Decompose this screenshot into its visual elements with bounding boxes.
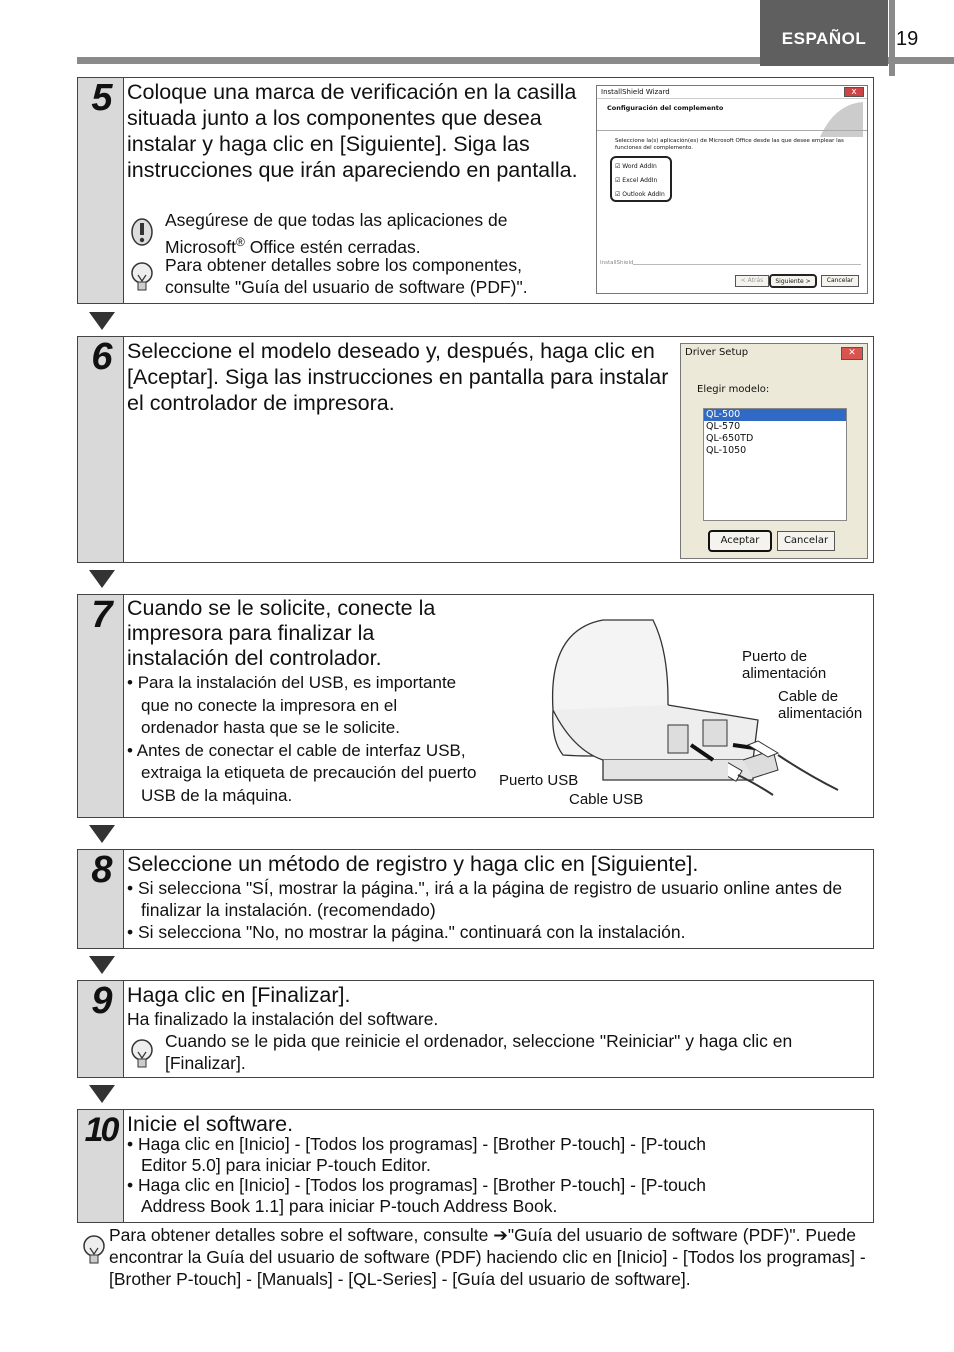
step-8 [77,849,874,949]
warning-note-text-end: Office estén cerradas. [244,236,421,257]
model-option-selected[interactable]: QL-500 [704,409,846,421]
tip-note: Para obtener detalles sobre los componentes, consulte "Guía del usuario de software (PDF)". [165,255,528,297]
language-tab [760,0,888,66]
checkbox-label: Word AddIn [622,163,657,170]
model-option[interactable]: QL-650TD [706,433,754,444]
step-number: 5 [91,77,110,119]
step-title: Seleccione un método de registro y haga clic en [Siguiente]. [127,852,699,876]
model-listbox[interactable] [703,408,847,521]
step-number: 7 [91,594,110,636]
next-button[interactable]: Siguiente > [769,274,817,288]
step-10 [77,1109,874,1223]
footnote [109,1224,889,1290]
bullet-item: • Haga clic en [Inicio] - [Todos los programas] - [Brother P-touch] - [P-touch Editor 5.0] para iniciar P-touch Editor. [127,1134,707,1175]
divider [597,130,867,131]
bullet-text: Si selecciona "SÍ, mostrar la página.", irá a la página de registro de usuario online antes de finalizar la instalación. (recomendado) [138,878,843,920]
wizard-heading: Configuración del complemento [607,104,724,112]
bullet-item: • Haga clic en [Inicio] - [Todos los programas] - [Brother P-touch] - [P-touch Address Book 1.1] para iniciar P-touch Address Book. [127,1175,707,1216]
flow-arrow [89,825,115,843]
step-title: Seleccione el modelo deseado y, después, haga clic en [Aceptar]. Siga las instrucciones en pantalla para instalar el controlador de impresora. [127,339,669,415]
footnote-text-end: "Guía del usuario de software (PDF)". Puede encontrar la Guía del usuario de software (PDF) haciendo clic en [Inicio] - [Todos los programas] - [Brother P-touch] - [Manuals] - [QL-Series] - [Guía del usuario de software]. [109,1225,866,1289]
step-9 [77,980,874,1078]
step-title: Inicie el software. [127,1112,294,1136]
step-number-column [78,1110,124,1222]
window-title: InstallShield Wizard [597,86,867,99]
bullet-item: • Para la instalación del USB, es importante que no conecte la impresora en el ordenador hasta que se le solicite. [127,673,457,737]
language-label: ESPAÑOL [781,29,867,48]
bullet-text: Para la instalación del USB, es importante que no conecte la impresora en el ordenador hasta que se le solicite. [137,673,457,737]
wizard-graphic-icon [815,99,865,139]
footnote-text: Para obtener detalles sobre el software, consulte [109,1225,494,1245]
model-label: Elegir modelo: [697,384,770,395]
checkbox-outlook[interactable]: ☑ Outlook AddIn [615,191,665,198]
step-5 [77,77,874,304]
model-option[interactable]: QL-570 [706,421,741,432]
bullet-text: Si selecciona "No, no mostrar la página." continuará con la instalación. [138,922,686,942]
checkbox-label: Outlook AddIn [622,191,665,198]
cables-drawing [728,715,878,805]
step-number: 8 [91,849,110,891]
bullet-list [127,672,479,807]
tip-bulb-icon [82,1234,106,1271]
label-power-port: Puerto de alimentación [742,648,827,682]
step-number-column [78,981,124,1077]
installshield-window [596,85,868,294]
cancel-button[interactable]: Cancelar [821,275,859,287]
bullet-text: Haga clic en [Inicio] - [Todos los programas] - [Brother P-touch] - [P-touch Address Book 1.1] para iniciar P-touch Address Book. [138,1175,707,1216]
tip-bulb-icon [130,261,154,298]
checkbox-word[interactable]: ☑ Word AddIn [615,163,657,170]
step-number-column [78,78,124,303]
bullet-list [127,877,869,943]
step-title: Cuando se le solicite, conecte la impresora para finalizar la instalación del controlador. [127,596,436,670]
step-number-column [78,337,124,562]
bullet-text: Antes de conectar el cable de interfaz USB, extraiga la etiqueta de precaución del puerto USB de la máquina. [136,740,477,805]
warning-note [165,209,585,258]
footer-rule [633,264,861,265]
flow-arrow [89,956,115,974]
model-option[interactable]: QL-1050 [706,445,747,456]
installshield-footer: InstallShield [600,260,634,266]
close-icon[interactable]: ✕ [841,347,863,360]
step-title: Coloque una marca de verificación en la casilla situada junto a los componentes que desea instalar y haga clic en [Siguiente]. Siga las instrucciones que irán apareciendo en pantalla. [127,80,578,182]
flow-arrow [89,570,115,588]
flow-arrow [89,1085,115,1103]
page-number: 19 [896,28,919,50]
bullet-item: • Si selecciona "SÍ, mostrar la página.", irá a la página de registro de usuario online antes de finalizar la instalación. (recomendado) [127,878,843,920]
step-number: 6 [91,336,110,378]
step-7 [77,594,874,818]
label-usb-port: Puerto USB [499,772,579,789]
step-text: Ha finalizado la instalación del software. [127,1009,439,1029]
label-usb-cable: Cable USB [569,791,644,808]
tip-note: Cuando se le pida que reinicie el ordenador, seleccione "Reiniciar" y haga clic en [Finalizar]. [165,1031,793,1073]
tip-bulb-icon [130,1038,154,1075]
checkbox-list [615,160,665,202]
step-number: 10 [84,1111,117,1149]
step-6 [77,336,874,563]
driver-setup-window [680,343,868,559]
bullet-text: Haga clic en [Inicio] - [Todos los programas] - [Brother P-touch] - [P-touch Editor 5.0] para iniciar P-touch Editor. [138,1134,707,1175]
bullet-item: • Si selecciona "No, no mostrar la página." continuará con la instalación. [127,922,686,942]
checkbox-label: Excel AddIn [622,177,658,184]
header-divider [889,0,895,76]
step-number-column [78,595,124,817]
close-icon[interactable]: x [844,87,864,97]
warning-icon [130,217,154,252]
bullet-list [127,1134,737,1216]
back-button[interactable]: < Atrás [735,275,769,287]
arrow-right-icon: ➔ [493,1225,508,1245]
window-title: Driver Setup [685,347,749,358]
bullet-item: • Antes de conectar el cable de interfaz USB, extraiga la etiqueta de precaución del puerto USB de la máquina. [127,740,477,805]
label-power-cable: Cable de alimentación [778,688,863,722]
warning-note-text: Asegúrese de que todas las aplicaciones de Microsoft [165,210,508,257]
step-number: 9 [91,980,110,1022]
wizard-instruction: Seleccione la(s) aplicación(es) de Microsoft Office desde las que desee emplear las funciones del complemento. [615,138,844,151]
step-number-column [78,850,124,948]
accept-button[interactable]: Aceptar [708,530,772,552]
registered-mark: ® [235,235,245,249]
cancel-button[interactable]: Cancelar [777,531,835,551]
checkbox-excel[interactable]: ☑ Excel AddIn [615,177,658,184]
step-title: Haga clic en [Finalizar]. [127,983,351,1007]
flow-arrow [89,312,115,330]
